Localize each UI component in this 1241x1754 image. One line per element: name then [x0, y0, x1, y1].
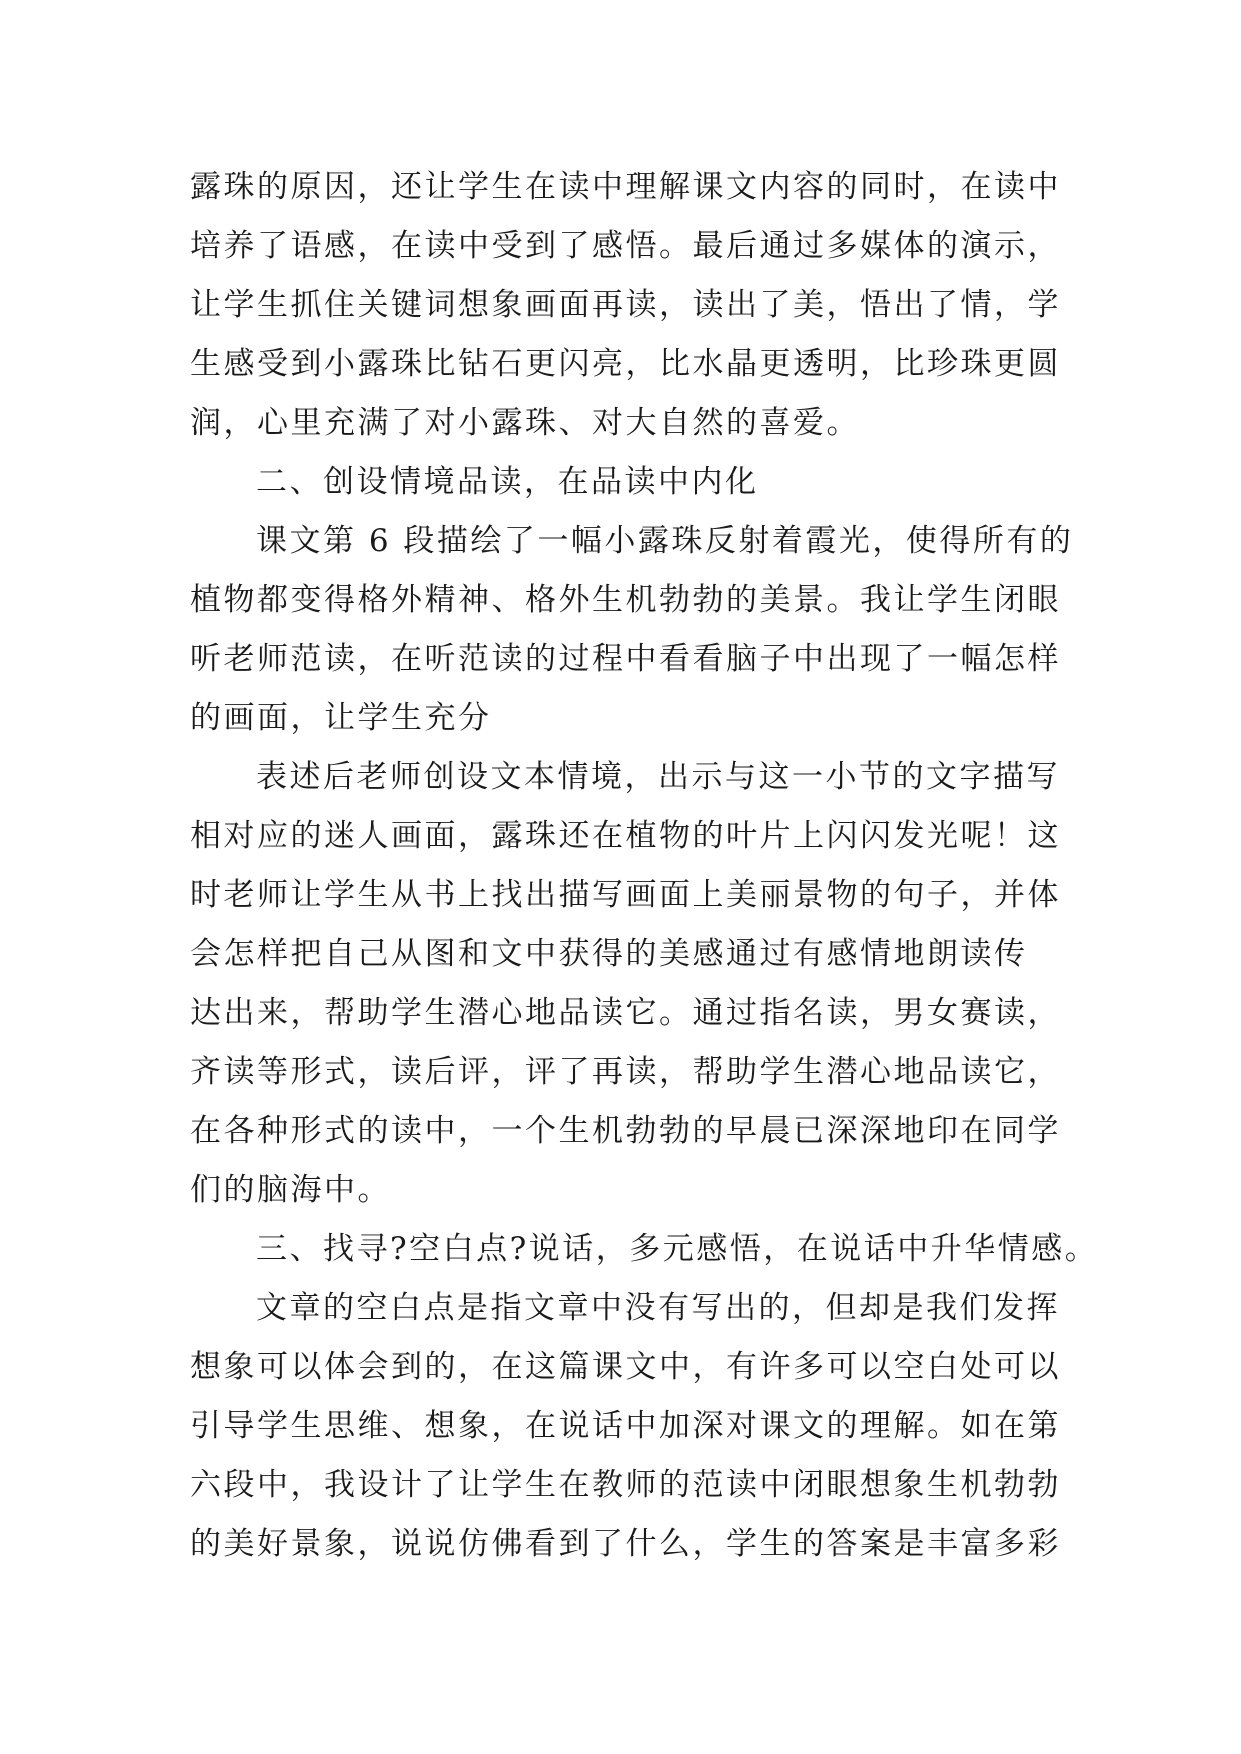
text-line: 的美好景象，说说仿佛看到了什么，学生的答案是丰富多彩 [190, 1526, 1061, 1562]
text-line: 让学生抓住关键词想象画面再读，读出了美，悟出了情，学 [190, 287, 1061, 323]
body-text [190, 158, 1099, 1574]
text-line: 六段中，我设计了让学生在教师的范读中闭眼想象生机勃勃 [190, 1467, 1061, 1503]
text-line: 生感受到小露珠比钻石更闪亮，比水晶更透明，比珍珠更圆 [190, 346, 1061, 382]
text-line: 想象可以体会到的，在这篇课文中，有许多可以空白处可以 [190, 1349, 1061, 1385]
text-line: 达出来，帮助学生潜心地品读它。通过指名读，男女赛读， [190, 995, 1061, 1031]
text-line: 培养了语感，在读中受到了感悟。最后通过多媒体的演示， [190, 228, 1061, 264]
text-line: 相对应的迷人画面，露珠还在植物的叶片上闪闪发光呢！这 [190, 818, 1061, 854]
text-line: 们的脑海中。 [190, 1172, 391, 1208]
text-line: 课文第 6 段描绘了一幅小露珠反射着霞光，使得所有的 [256, 523, 1074, 559]
text-line: 三、找寻?空白点?说话，多元感悟，在说话中升华情感。 [256, 1231, 1099, 1267]
text-line: 听老师范读，在听范读的过程中看看脑子中出现了一幅怎样 [190, 641, 1061, 677]
text-line: 二、创设情境品读，在品读中内化 [256, 464, 759, 500]
text-line: 露珠的原因，还让学生在读中理解课文内容的同时，在读中 [190, 169, 1061, 205]
text-line: 时老师让学生从书上找出描写画面上美丽景物的句子，并体 [190, 877, 1061, 913]
text-line: 润，心里充满了对小露珠、对大自然的喜爱。 [190, 405, 860, 441]
text-line: 文章的空白点是指文章中没有写出的，但却是我们发挥 [256, 1290, 1060, 1326]
text-line: 的画面，让学生充分 [190, 700, 492, 736]
text-line: 植物都变得格外精神、格外生机勃勃的美景。我让学生闭眼 [190, 582, 1061, 618]
text-line: 会怎样把自己从图和文中获得的美感通过有感情地朗读传 [190, 936, 1028, 972]
text-line: 引导学生思维、想象，在说话中加深对课文的理解。如在第 [190, 1408, 1061, 1444]
text-line: 在各种形式的读中，一个生机勃勃的早晨已深深地印在同学 [190, 1113, 1061, 1149]
text-line: 齐读等形式，读后评，评了再读，帮助学生潜心地品读它， [190, 1054, 1061, 1090]
text-line: 表述后老师创设文本情境，出示与这一小节的文字描写 [256, 759, 1060, 795]
